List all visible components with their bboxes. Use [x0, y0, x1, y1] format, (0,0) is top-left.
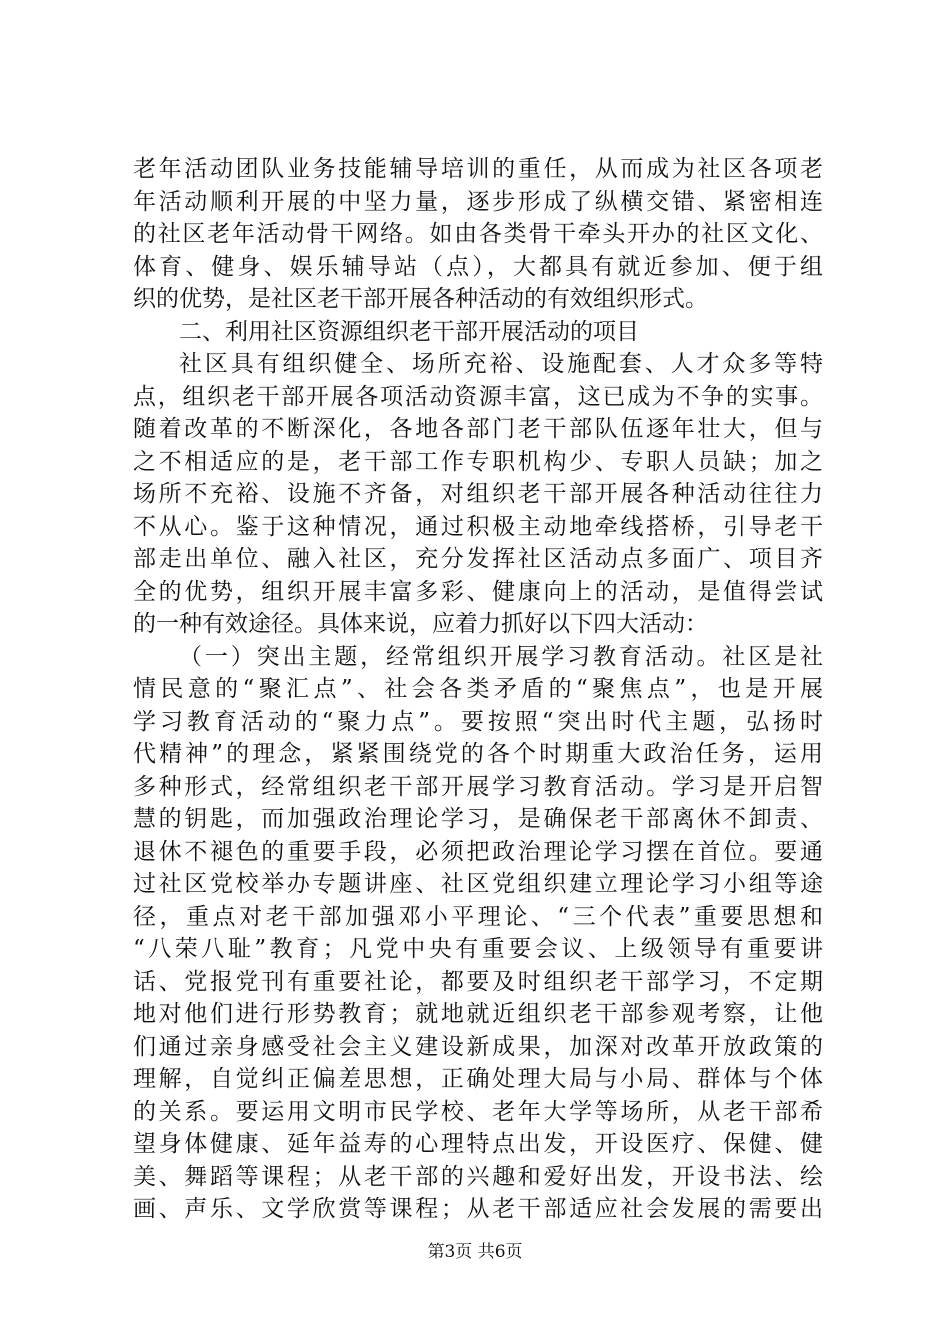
text-line: 话、党报党刊有重要社论，都要及时组织老干部学习，不定期	[133, 968, 823, 995]
document-body	[133, 153, 823, 1226]
text-line: 的社区老年活动骨干网络。如由各类骨干牵头开办的社区文化、	[133, 221, 823, 247]
text-line: 情民意的“聚汇点”、社会各类矛盾的“聚焦点”，也是开展	[133, 676, 823, 702]
text-line: 社区具有组织健全、场所充裕、设施配套、人才众多等特	[179, 351, 823, 377]
text-line: 理解，自觉纠正偏差思想，正确处理大局与小局、群体与个体	[133, 1066, 823, 1092]
text-line: 退休不褪色的重要手段，必须把政治理论学习摆在首位。要通	[133, 838, 823, 865]
text-line: 们通过亲身感受社会主义建设新成果，加深对改革开放政策的	[133, 1033, 823, 1060]
text-line: 地对他们进行形势教育；就地就近组织老干部参观考察，让他	[133, 1001, 823, 1027]
text-line: 过社区党校举办专题讲座、社区党组织建立理论学习小组等途	[133, 871, 823, 897]
text-line: 体育、健身、娱乐辅导站（点），大都具有就近参加、便于组	[133, 253, 823, 280]
text-line: 之不相适应的是，老干部工作专职机构少、专职人员缺；加之	[133, 448, 823, 475]
text-line: 不从心。鉴于这种情况，通过积极主动地牵线搭桥，引导老干	[133, 513, 823, 540]
text-line: （一）突出主题，经常组织开展学习教育活动。社区是社	[179, 643, 823, 670]
text-line: 代精神”的理念，紧紧围绕党的各个时期重大政治任务，运用	[133, 741, 823, 767]
text-line: 学习教育活动的“聚力点”。要按照“突出时代主题，弘扬时	[133, 708, 823, 735]
text-line: 望身体健康、延年益寿的心理特点出发，开设医疗、保健、健	[133, 1131, 823, 1157]
text-line: 老年活动团队业务技能辅导培训的重任，从而成为社区各项老	[133, 156, 823, 182]
text-line: 画、声乐、文学欣赏等课程；从老干部适应社会发展的需要出	[133, 1196, 823, 1222]
text-line: “八荣八耻”教育；凡党中央有重要会议、上级领导有重要讲	[133, 936, 823, 962]
page-footer	[0, 1240, 950, 1264]
text-line: 的关系。要运用文明市民学校、老年大学等场所，从老干部希	[133, 1098, 823, 1125]
text-line: 点，组织老干部开展各项活动资源丰富，这已成为不争的实事。	[133, 383, 823, 410]
text-line: 场所不充裕、设施不齐备，对组织老干部开展各种活动往往力	[133, 481, 823, 507]
text-line: 年活动顺利开展的中坚力量，逐步形成了纵横交错、紧密相连	[133, 188, 823, 215]
text-line: 的一种有效途径。具体来说，应着力抓好以下四大活动：	[133, 611, 708, 637]
text-line: 美、舞蹈等课程；从老干部的兴趣和爱好出发，开设书法、绘	[133, 1163, 823, 1190]
text-line: 慧的钥匙，而加强政治理论学习，是确保老干部离休不卸责、	[133, 806, 823, 832]
page-number: 第3页 共6页	[427, 1242, 523, 1262]
text-line: 二、利用社区资源组织老干部开展活动的项目	[179, 318, 639, 345]
text-line: 随着改革的不断深化，各地各部门老干部队伍逐年壮大，但与	[133, 416, 823, 442]
text-line: 织的优势，是社区老干部开展各种活动的有效组织形式。	[133, 286, 708, 312]
text-line: 全的优势，组织开展丰富多彩、健康向上的活动，是值得尝试	[133, 578, 823, 605]
text-line: 部走出单位、融入社区，充分发挥社区活动点多面广、项目齐	[133, 546, 823, 572]
text-line: 径，重点对老干部加强邓小平理论、“三个代表”重要思想和	[133, 903, 823, 930]
text-line: 多种形式，经常组织老干部开展学习教育活动。学习是开启智	[133, 773, 823, 800]
